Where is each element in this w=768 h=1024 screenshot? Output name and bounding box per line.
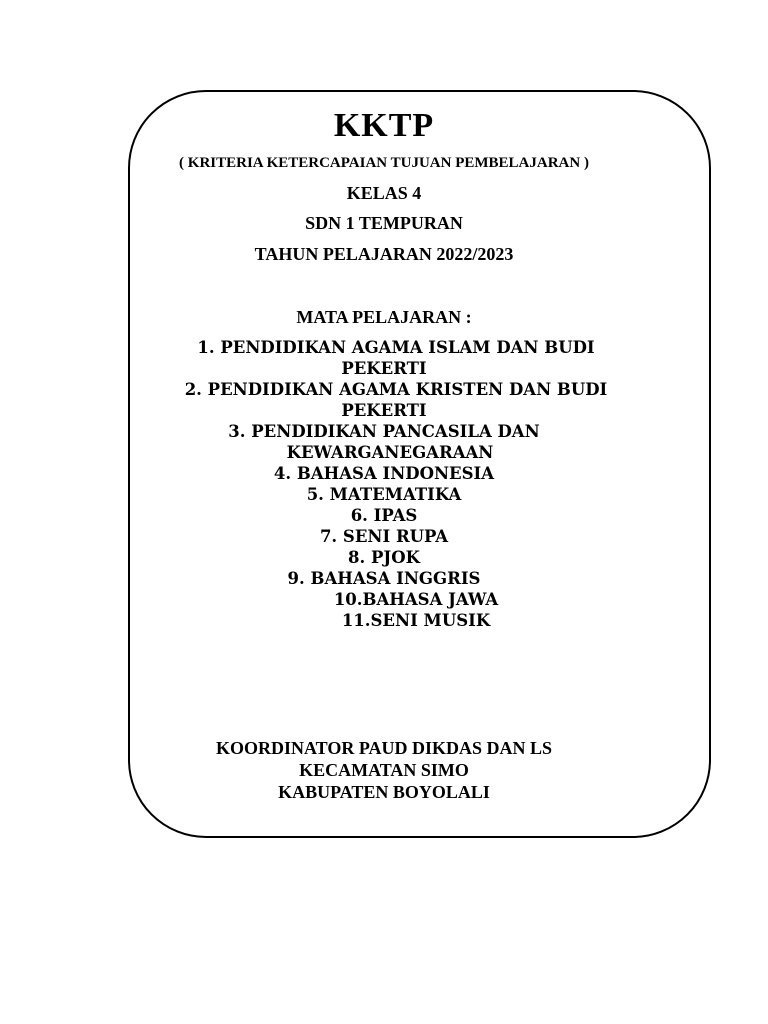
footer-district: KECAMATAN SIMO <box>299 760 469 780</box>
subject-line: 3. PENDIDIKAN PANCASILA DAN <box>228 422 540 441</box>
subject-line: 4. BAHASA INDONESIA <box>273 464 495 483</box>
school-name: SDN 1 TEMPURAN <box>305 213 463 233</box>
subjects-heading: MATA PELAJARAN : <box>296 307 472 327</box>
footer-regency: KABUPATEN BOYOLALI <box>278 782 490 802</box>
subject-line: 2. PENDIDIKAN AGAMA KRISTEN DAN BUDI <box>184 380 608 399</box>
subject-line: 6. IPAS <box>350 506 418 525</box>
subject-line: KEWARGANEGARAAN <box>286 443 494 462</box>
subject-line: 7. SENI RUPA <box>319 527 449 546</box>
subject-line: 11.SENI MUSIK <box>341 611 491 630</box>
document-title: KKTP <box>333 107 435 144</box>
document-subtitle: ( KRITERIA KETERCAPAIAN TUJUAN PEMBELAJARAN ) <box>179 155 589 171</box>
subject-line: 1. PENDIDIKAN AGAMA ISLAM DAN BUDI <box>197 338 595 357</box>
class-label: KELAS 4 <box>346 183 422 203</box>
subject-line: 5. MATEMATIKA <box>306 485 462 504</box>
subject-line: 8. PJOK <box>348 548 420 567</box>
subject-line: PEKERTI <box>341 401 427 420</box>
subject-line: 10.BAHASA JAWA <box>333 590 499 609</box>
footer-coordinator: KOORDINATOR PAUD DIKDAS DAN LS <box>215 738 553 758</box>
subject-line: 9. BAHASA INGGRIS <box>287 569 481 588</box>
academic-year: TAHUN PELAJARAN 2022/2023 <box>254 244 514 264</box>
subject-line: PEKERTI <box>341 359 427 378</box>
